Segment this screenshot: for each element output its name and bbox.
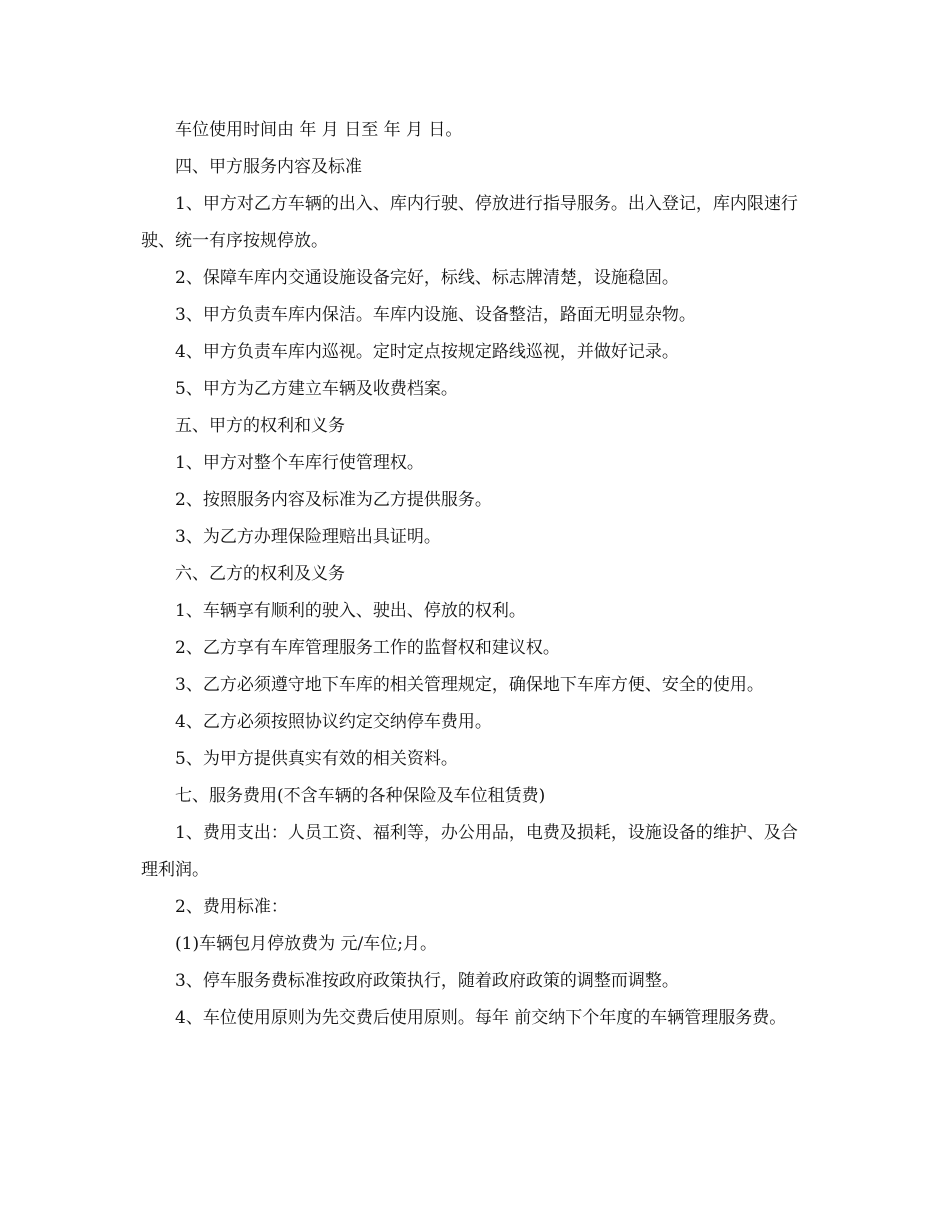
paragraph: 4、车位使用原则为先交费后使用原则。每年 前交纳下个年度的车辆管理服务费。 (175, 1008, 787, 1028)
paragraph: 3、为乙方办理保险理赔出具证明。 (175, 527, 441, 547)
section-heading-5: 五、甲方的权利和义务 (175, 416, 345, 436)
section-heading-6: 六、乙方的权利及义务 (175, 564, 345, 584)
paragraph: 3、乙方必须遵守地下车库的相关管理规定，确保地下车库方便、安全的使用。 (175, 675, 764, 695)
document-body (141, 112, 813, 1037)
paragraph: 2、费用标准： (175, 897, 288, 917)
paragraph-parking-period: 车位使用时间由 年 月 日至 年 月 日。 (175, 120, 463, 140)
paragraph: 2、按照服务内容及标准为乙方提供服务。 (175, 490, 492, 510)
paragraph: 4、乙方必须按照协议约定交纳停车费用。 (175, 712, 492, 732)
paragraph: 2、乙方享有车库管理服务工作的监督权和建议权。 (175, 638, 560, 658)
paragraph: 4、甲方负责车库内巡视。定时定点按规定路线巡视，并做好记录。 (175, 342, 679, 362)
paragraph: 1、甲方对乙方车辆的出入、库内行驶、停放进行指导服务。出入登记，库内限速行驶、统一有序按规停放。 (141, 194, 798, 251)
paragraph: 5、甲方为乙方建立车辆及收费档案。 (175, 379, 458, 399)
paragraph: 2、保障车库内交通设施设备完好，标线、标志牌清楚，设施稳固。 (175, 268, 679, 288)
paragraph: (1)车辆包月停放费为 元/车位;月。 (175, 934, 437, 954)
paragraph: 1、甲方对整个车库行使管理权。 (175, 453, 424, 473)
paragraph: 3、停车服务费标准按政府政策执行，随着政府政策的调整而调整。 (175, 971, 679, 991)
paragraph: 1、车辆享有顺利的驶入、驶出、停放的权利。 (175, 601, 526, 621)
section-heading-7: 七、服务费用(不含车辆的各种保险及车位租赁费) (175, 786, 546, 806)
paragraph: 5、为甲方提供真实有效的相关资料。 (175, 749, 458, 769)
paragraph: 1、费用支出：人员工资、福利等，办公用品，电费及损耗，设施设备的维护、及合理利润。 (141, 823, 798, 880)
section-heading-4: 四、甲方服务内容及标准 (175, 157, 362, 177)
paragraph: 3、甲方负责车库内保洁。车库内设施、设备整洁，路面无明显杂物。 (175, 305, 696, 325)
